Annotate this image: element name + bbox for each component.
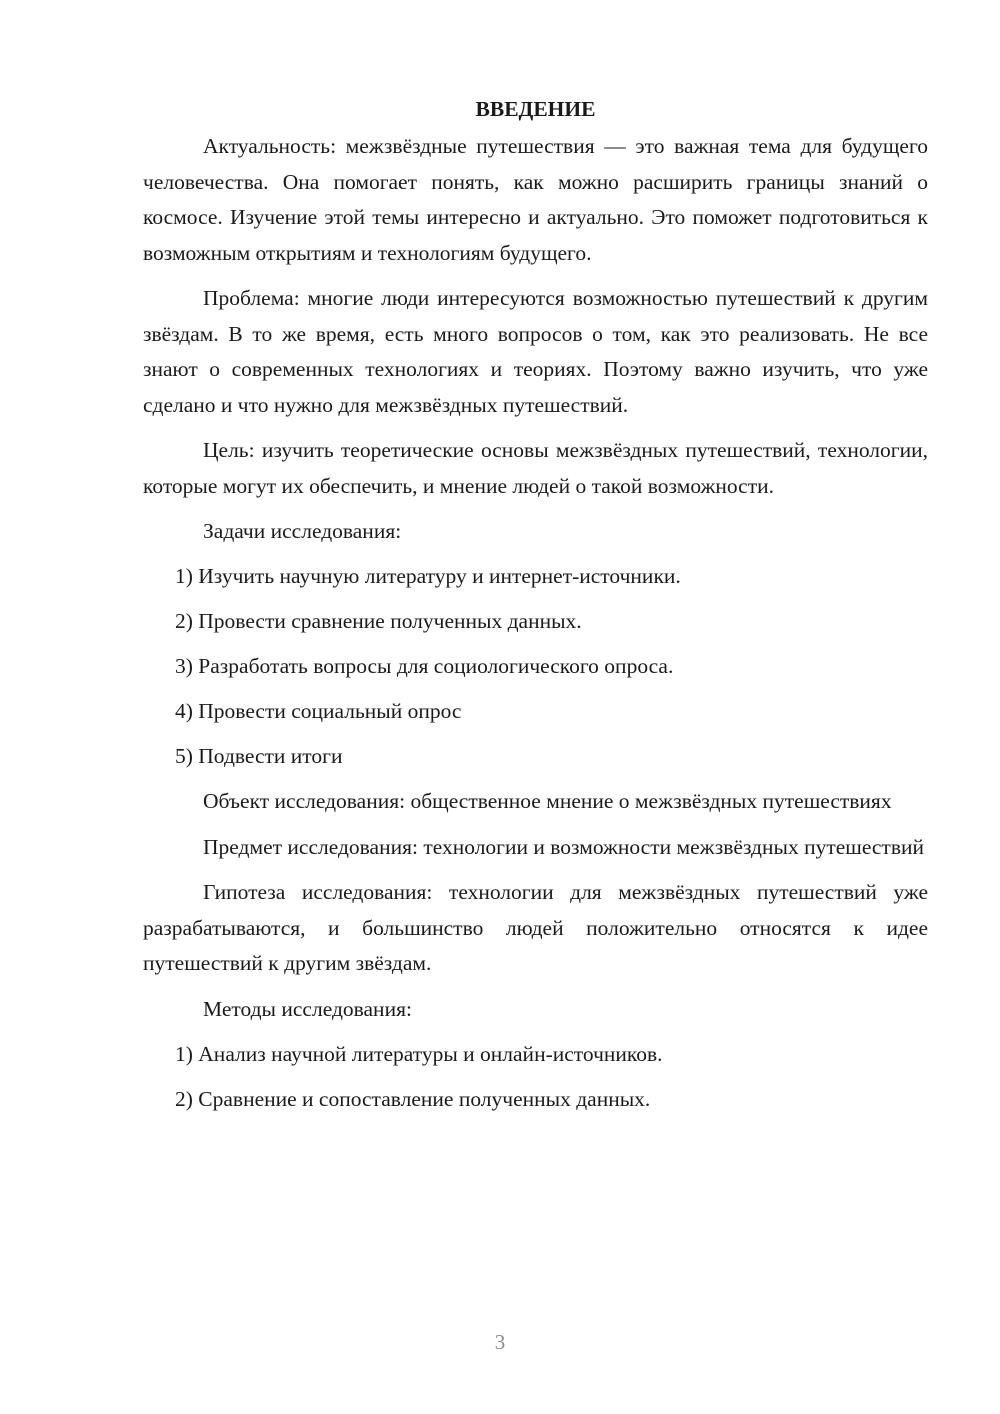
method-item: 2) Сравнение и сопоставление полученных данных.: [175, 1086, 651, 1111]
section-title: ВВЕДЕНИЕ: [475, 97, 596, 121]
task-item: 1) Изучить научную литературу и интернет-источники.: [175, 564, 681, 588]
task-item: 3) Разработать вопросы для социологического опроса.: [175, 654, 674, 678]
document-page: [143, 92, 928, 1127]
tasks-heading: Задачи исследования:: [203, 519, 402, 543]
goal-paragraph: Цель: изучить теоретические основы межзвёздных путешествий, технологии, которые могут их обеспечить, и мнение людей о такой возможности.: [143, 438, 928, 498]
page-number: 3: [494, 1330, 506, 1354]
problem-paragraph: Проблема: многие люди интересуются возможностью путешествий к другим звёздам. В то же время, есть много вопросов о том, как это реализовать. Не все знают о современных технологиях и теориях. Поэтому важно изучить, что уже сделано и что нужно для межзвёздных путешествий.: [143, 286, 928, 417]
task-item: 2) Провести сравнение полученных данных.: [175, 609, 582, 633]
methods-heading: Методы исследования:: [203, 996, 412, 1021]
method-item: 1) Анализ научной литературы и онлайн-источников.: [175, 1041, 663, 1066]
task-item: 4) Провести социальный опрос: [175, 699, 462, 723]
relevance-paragraph: Актуальность: межзвёздные путешествия — это важная тема для будущего человечества. Она помогает понять, как можно расширить границы знаний о космосе. Изучение этой темы интересно и актуально. Это поможет подготовиться к возможным открытиям и технологиям будущего.: [143, 134, 928, 265]
task-item: 5) Подвести итоги: [175, 744, 343, 768]
subject-paragraph: Предмет исследования: технологии и возможности межзвёздных путешествий: [203, 834, 924, 859]
object-paragraph: Объект исследования: общественное мнение о межзвёздных путешествиях: [203, 789, 892, 813]
hypothesis-paragraph: Гипотеза исследования: технологии для межзвёздных путешествий уже разрабатываются, и большинство людей положительно относятся к идее путешествий к другим звёздам.: [143, 880, 928, 975]
